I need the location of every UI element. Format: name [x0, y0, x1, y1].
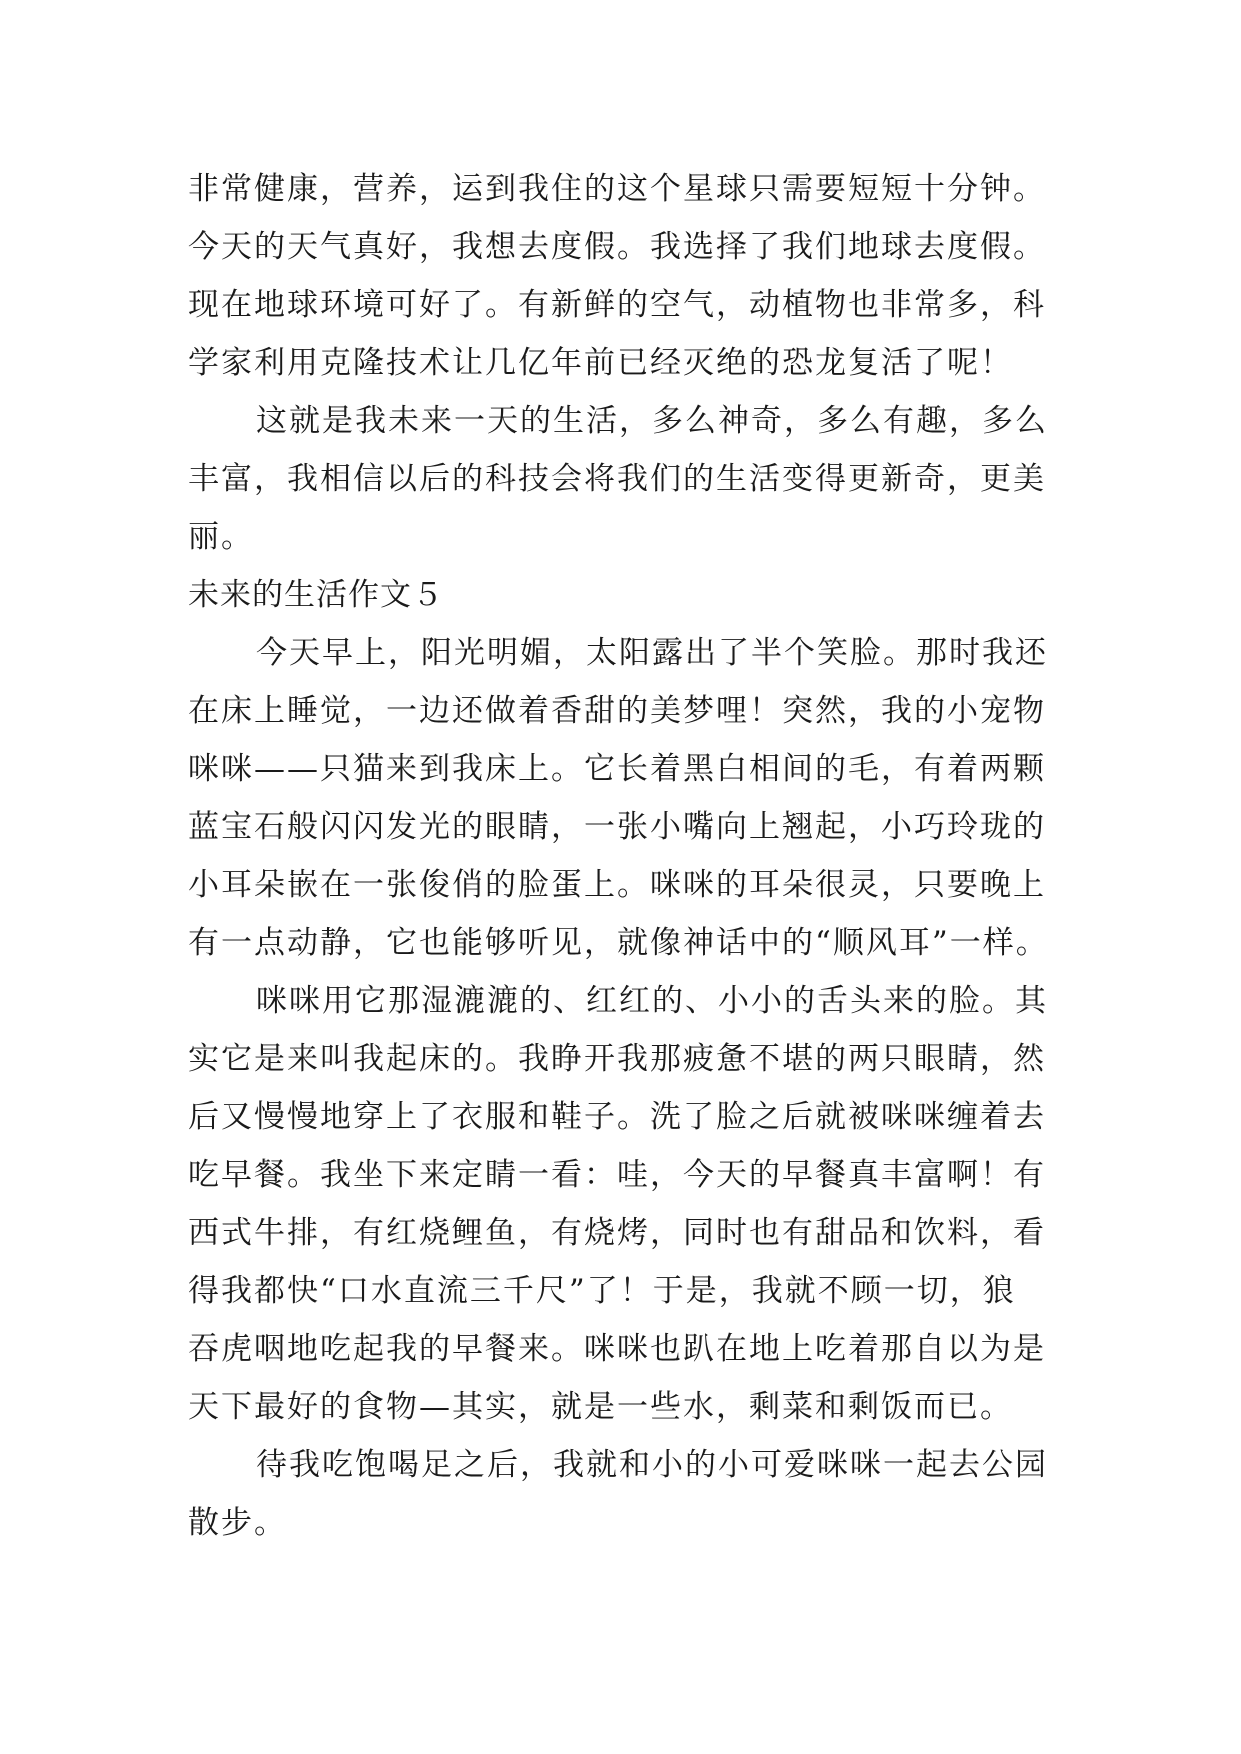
paragraph-line: 在床上睡觉，一边还做着香甜的美梦哩！突然，我的小宠物 [188, 693, 1046, 729]
paragraph-line: 散步。 [188, 1505, 287, 1541]
paragraph-line: 咪咪——只猫来到我床上。它长着黑白相间的毛，有着两颗 [188, 751, 1046, 787]
paragraph-line: 蓝宝石般闪闪发光的眼睛，一张小嘴向上翘起，小巧玲珑的 [188, 809, 1046, 845]
paragraph-line: 待我吃饱喝足之后，我就和小的小可爱咪咪一起去公园 [256, 1447, 1048, 1483]
paragraph-line: 小耳朵嵌在一张俊俏的脸蛋上。咪咪的耳朵很灵，只要晚上 [188, 867, 1046, 903]
paragraph-line: 丽。 [188, 519, 254, 555]
paragraph-line: 吞虎咽地吃起我的早餐来。咪咪也趴在地上吃着那自以为是 [188, 1331, 1046, 1367]
paragraph-line: 咪咪用它那湿漉漉的、红红的、小小的舌头来的脸。其 [256, 983, 1048, 1019]
paragraph-line: 这就是我未来一天的生活，多么神奇，多么有趣，多么 [256, 403, 1048, 439]
document-body [188, 160, 1068, 1552]
paragraph-line: 学家利用克隆技术让几亿年前已经灭绝的恐龙复活了呢！ [188, 345, 1013, 381]
paragraph-line: 丰富，我相信以后的科技会将我们的生活变得更新奇，更美 [188, 461, 1046, 497]
paragraph-line: 今天早上，阳光明媚，太阳露出了半个笑脸。那时我还 [256, 635, 1048, 671]
section-heading: 未来的生活作文５ [188, 577, 444, 613]
paragraph-line: 天下最好的食物—其实，就是一些水，剩菜和剩饭而已。 [188, 1389, 1013, 1425]
paragraph-line: 实它是来叫我起床的。我睁开我那疲惫不堪的两只眼睛，然 [188, 1041, 1046, 1077]
paragraph-line: 现在地球环境可好了。有新鲜的空气，动植物也非常多，科 [188, 287, 1046, 323]
paragraph-line: 吃早餐。我坐下来定睛一看：哇，今天的早餐真丰富啊！有 [188, 1157, 1046, 1193]
paragraph-line: 今天的天气真好，我想去度假。我选择了我们地球去度假。 [188, 229, 1046, 265]
paragraph-line: 后又慢慢地穿上了衣服和鞋子。洗了脸之后就被咪咪缠着去 [188, 1099, 1046, 1135]
paragraph-line: 得我都快“口水直流三千尺”了！于是，我就不顾一切，狼 [188, 1273, 1016, 1309]
paragraph-line: 非常健康，营养，运到我住的这个星球只需要短短十分钟。 [188, 171, 1046, 207]
paragraph-line: 西式牛排，有红烧鲤鱼，有烧烤，同时也有甜品和饮料，看 [188, 1215, 1046, 1251]
paragraph-line: 有一点动静，它也能够听见，就像神话中的“顺风耳”一样。 [188, 925, 1049, 961]
